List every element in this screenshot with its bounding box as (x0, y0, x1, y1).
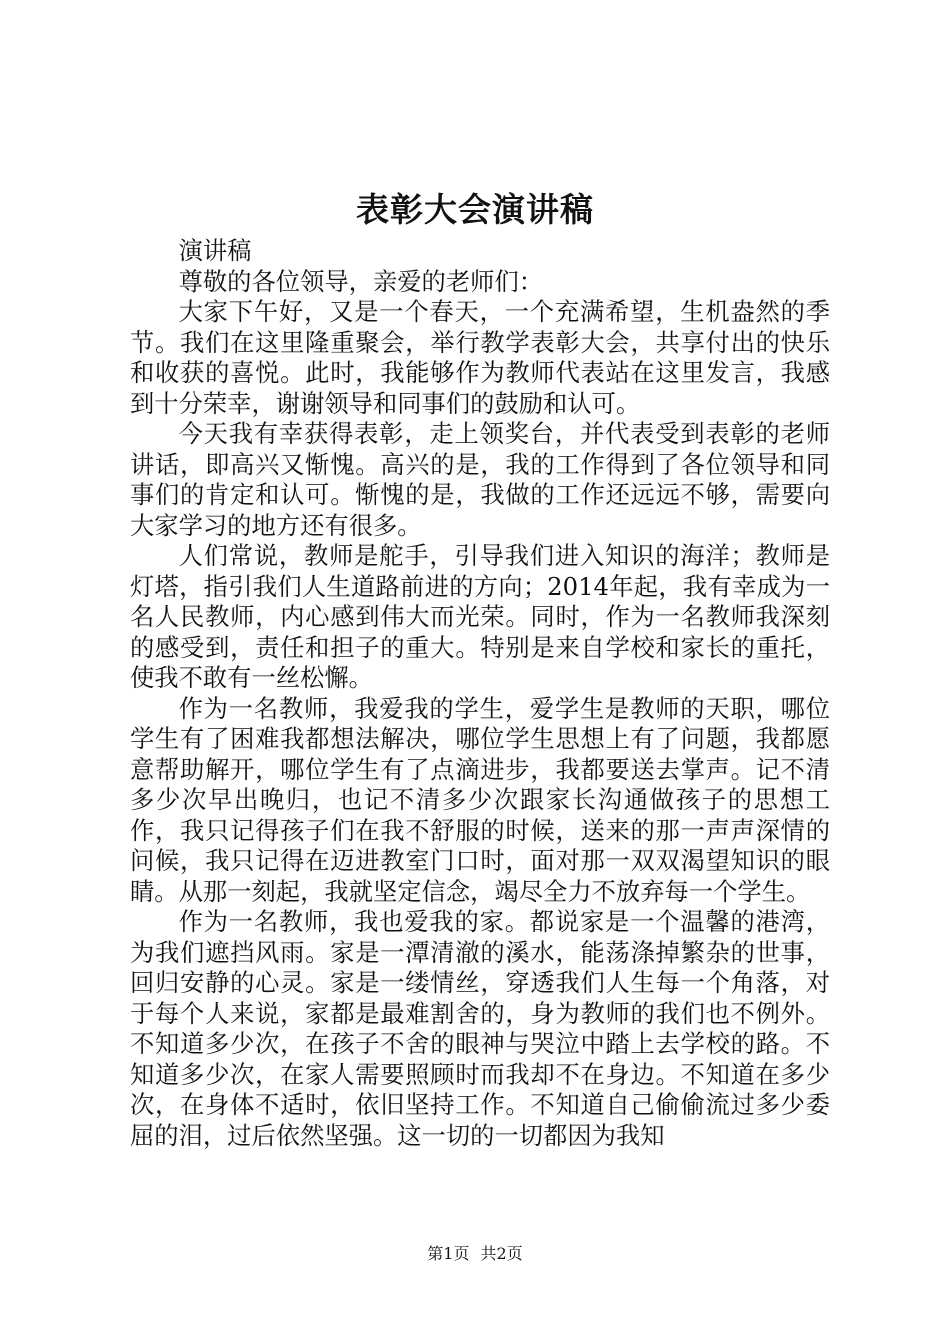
paragraph-teacher-role: 人们常说，教师是舵手，引导我们进入知识的海洋；教师是灯塔，指引我们人生道路前进的方向；2014年起，我有幸成为一名人民教师，内心感到伟大而光荣。同时，作为一名教师我深刻的感受到，责任和担子的重大。特别是来自学校和家长的重托，使我不敢有一丝松懈。 (130, 541, 830, 692)
paragraph-heading: 演讲稿 (178, 236, 252, 265)
paragraph-greeting: 大家下午好，又是一个春天，一个充满希望，生机盎然的季节。我们在这里隆重聚会，举行教学表彰大会，共享付出的快乐和收获的喜悦。此时，我能够作为教师代表站在这里发言，我感到十分荣幸，谢谢领导和同事们的鼓励和认可。 (130, 297, 830, 418)
document-title: 表彰大会演讲稿 (356, 190, 594, 229)
document-body (130, 236, 830, 1151)
paragraph-salutation: 尊敬的各位领导，亲爱的老师们： (178, 266, 544, 296)
paragraph-love-students: 作为一名教师，我爱我的学生，爱学生是教师的天职，哪位学生有了困难我都想法解决，哪位学生思想上有了问题，我都愿意帮助解开，哪位学生有了点滴进步，我都要送去掌声。记不清多少次早出晚归，也记不清多少次跟家长沟通做孩子的思想工作，我只记得孩子们在我不舒服的时候，送来的那一声声深情的问候，我只记得在迈进教室门口时，面对那一双双渴望知识的眼睛。从那一刻起，我就坚定信念，竭尽全力不放弃每一个学生。 (130, 693, 830, 906)
paragraph-love-family: 作为一名教师，我也爱我的家。都说家是一个温馨的港湾，为我们遮挡风雨。家是一潭清澈的溪水，能荡涤掉繁杂的世事，回归安静的心灵。家是一缕情丝，穿透我们人生每一个角落，对于每个人来说，家都是最难割舍的，身为教师的我们也不例外。不知道多少次，在孩子不舍的眼神与哭泣中踏上去学校的路。不知道多少次，在家人需要照顾时而我却不在身边。不知道在多少次，在身体不适时，依旧坚持工作。不知道自己偷偷流过多少委屈的泪，过后依然坚强。这一切的一切都因为我知 (130, 907, 830, 1150)
page-number-footer: 第1页 共2页 (427, 1244, 523, 1263)
paragraph-honor: 今天我有幸获得表彰，走上领奖台，并代表受到表彰的老师讲话，即高兴又惭愧。高兴的是，我的工作得到了各位领导和同事们的肯定和认可。惭愧的是，我做的工作还远远不够，需要向大家学习的地方还有很多。 (130, 419, 830, 540)
